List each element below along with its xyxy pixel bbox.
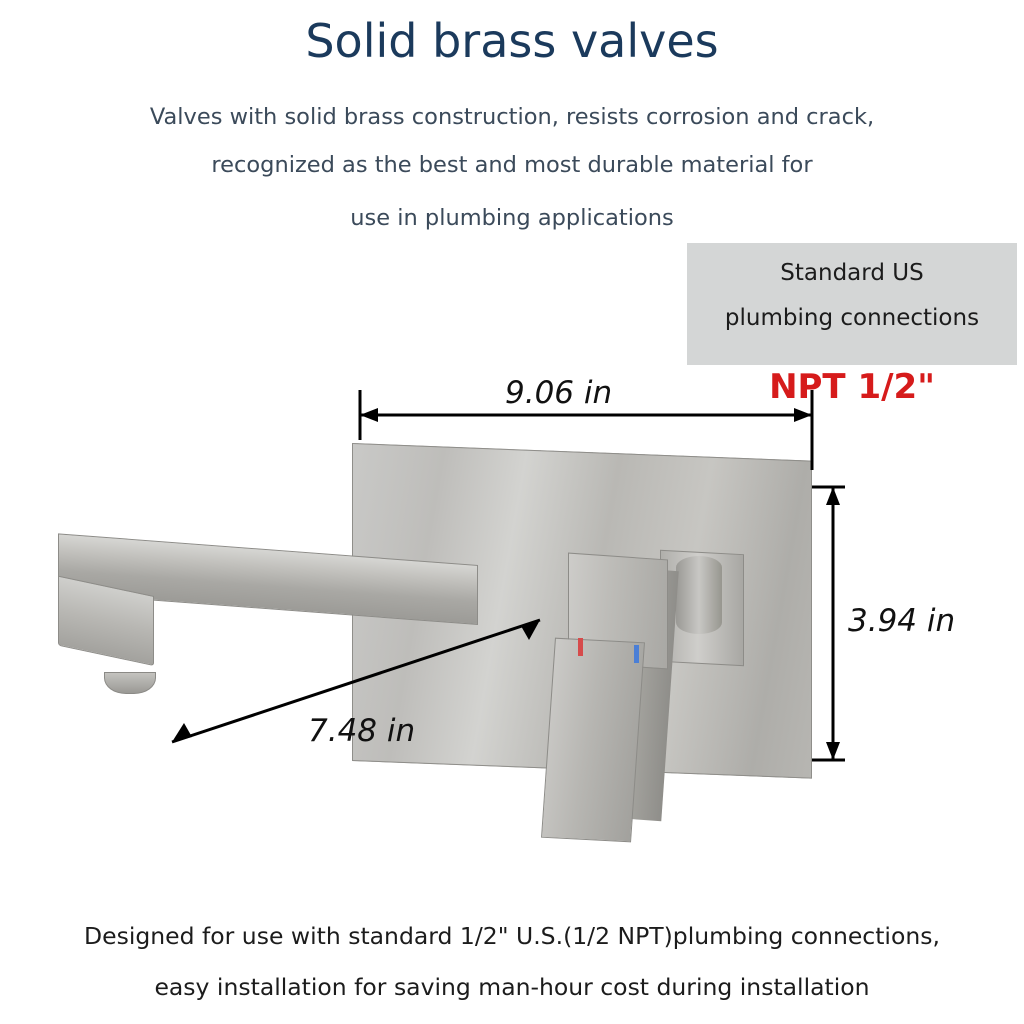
- footer-line-1: Designed for use with standard 1/2" U.S.(1/2 NPT)plumbing connections,: [84, 922, 940, 950]
- subtitle-line-3: use in plumbing applications: [350, 205, 674, 231]
- subtitle-line-2: recognized as the best and most durable material for: [211, 152, 813, 178]
- standard-connections-callout: [687, 243, 1017, 365]
- faucet-handle-lever: [541, 638, 645, 843]
- cold-indicator-marker: [634, 645, 639, 663]
- faucet-aerator: [104, 672, 156, 694]
- page-title: Solid brass valves: [305, 14, 719, 68]
- dimension-width-label: 9.06 in: [505, 375, 613, 411]
- faucet-valve-cylinder: [676, 556, 722, 634]
- footer-line-2: easy installation for saving man-hour cost during installation: [154, 973, 870, 1001]
- callout-line-1: Standard US: [780, 260, 924, 286]
- dimension-spout-label: 7.48 in: [308, 713, 416, 749]
- subtitle-line-1: Valves with solid brass construction, resists corrosion and crack,: [149, 104, 875, 130]
- npt-size-label: NPT 1/2": [769, 367, 935, 407]
- dimension-height-label: 3.94 in: [848, 603, 956, 639]
- hot-indicator-marker: [578, 638, 583, 656]
- callout-line-2: plumbing connections: [724, 305, 980, 331]
